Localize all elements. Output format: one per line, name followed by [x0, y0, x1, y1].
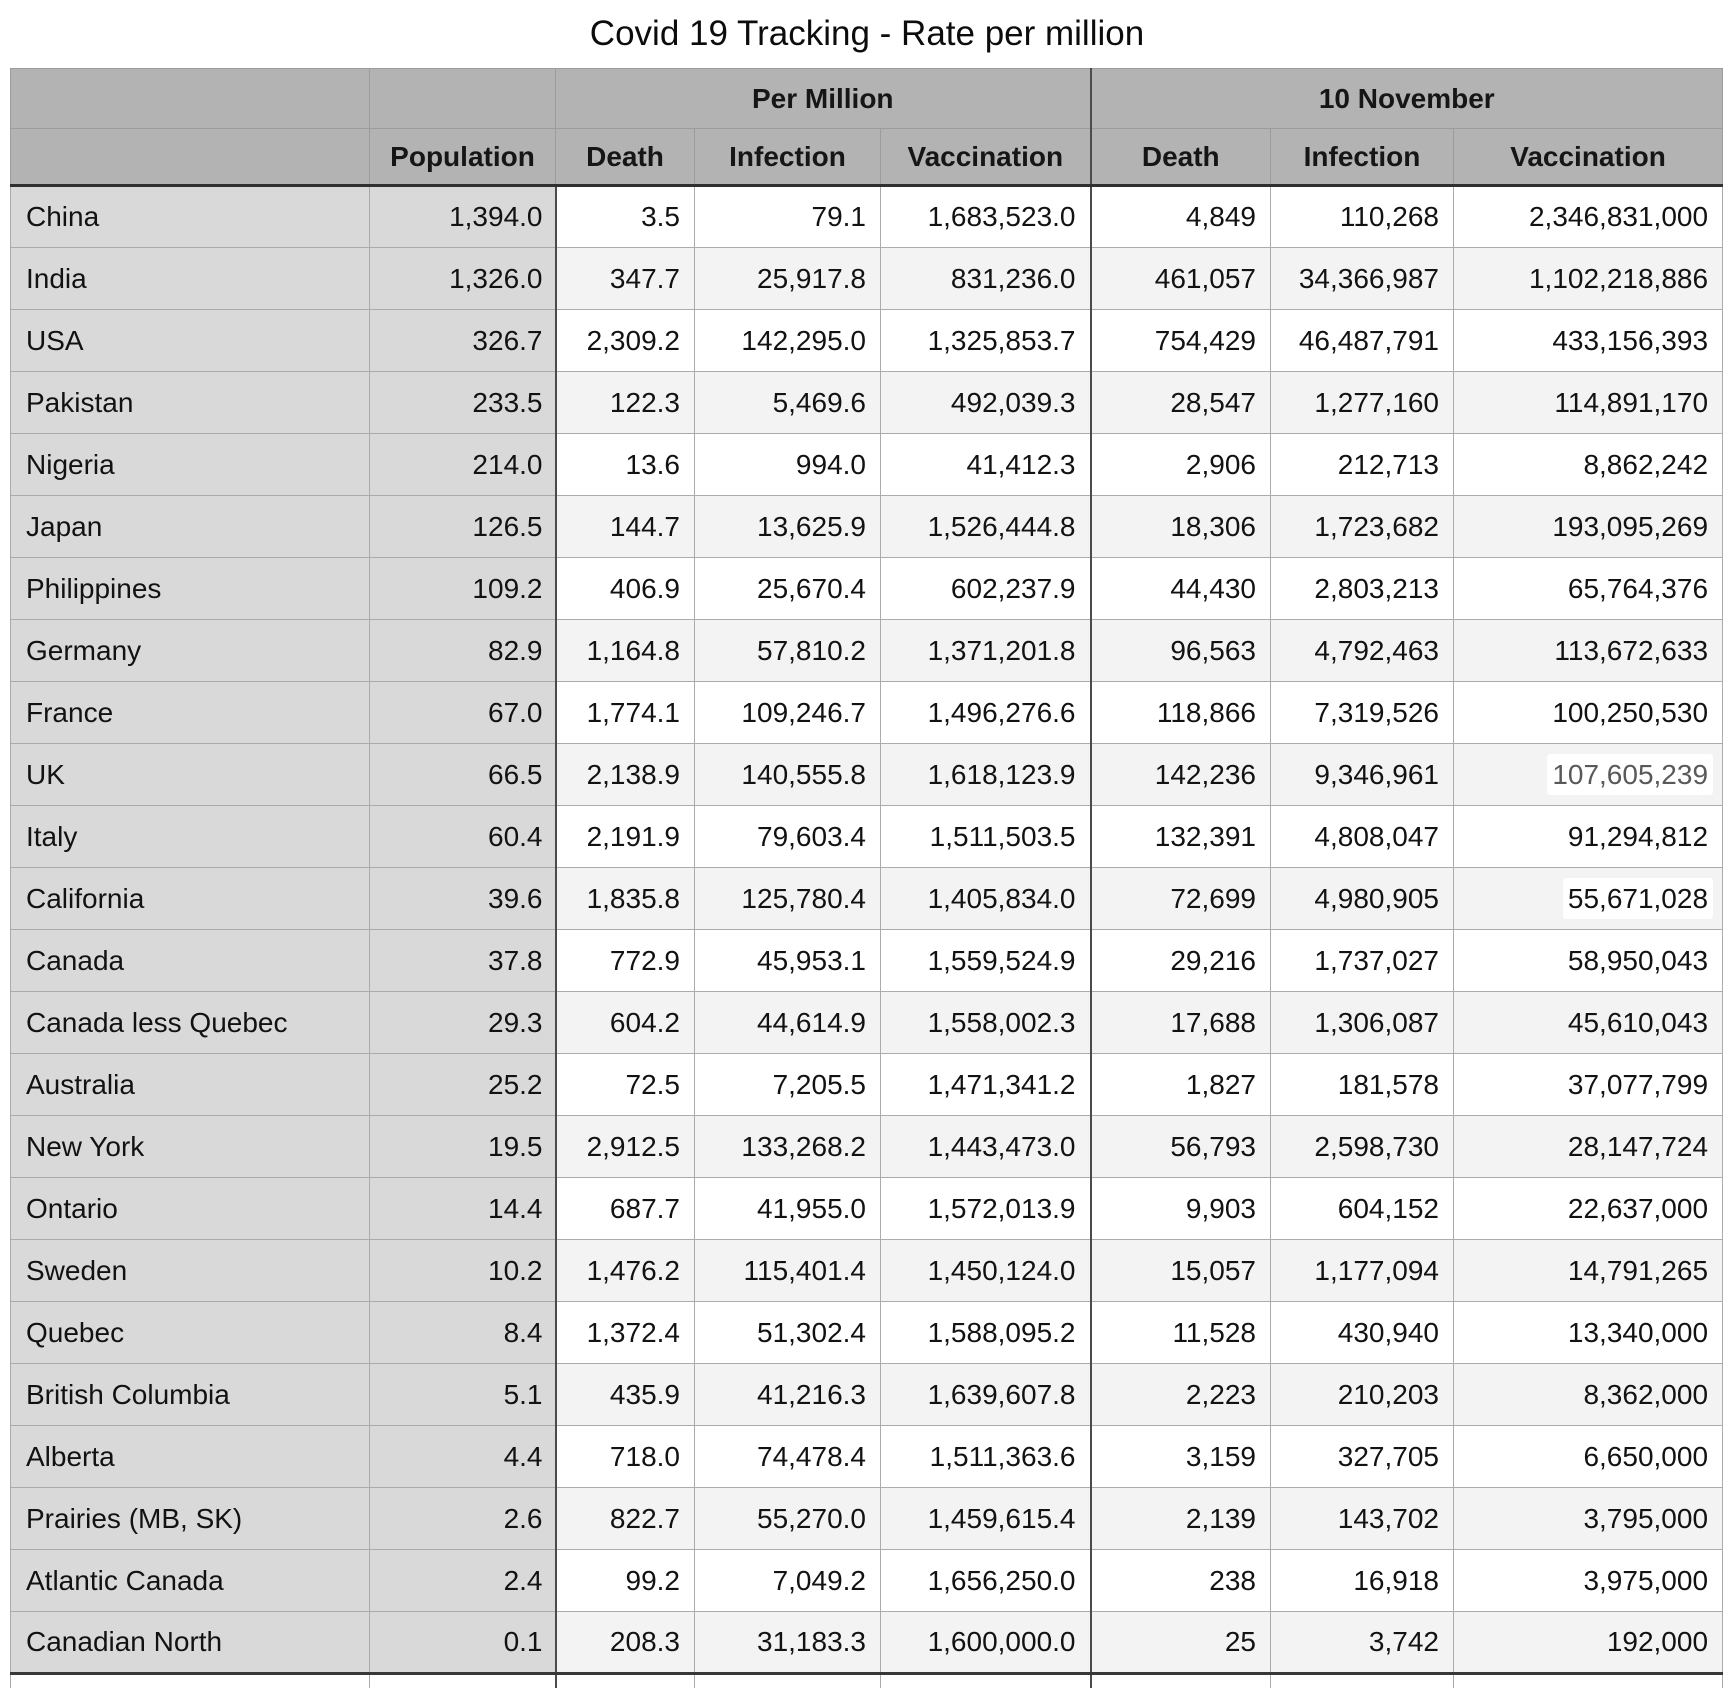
row-label[interactable]: Prairies (MB, SK): [11, 1488, 370, 1550]
per-million-death-cell[interactable]: 208.3: [556, 1612, 695, 1674]
per-million-vaccination-cell[interactable]: 602,237.9: [881, 558, 1091, 620]
november-infection-cell[interactable]: 34,366,987: [1271, 248, 1454, 310]
november-death-cell[interactable]: 2,139: [1091, 1488, 1271, 1550]
november-death-cell[interactable]: 754,429: [1091, 310, 1271, 372]
cutoff-empty-row: [11, 1674, 1723, 1688]
per-million-infection-cell[interactable]: 133,268.2: [695, 1116, 881, 1178]
row-label[interactable]: USA: [11, 310, 370, 372]
table-row: [11, 868, 1723, 930]
november-infection-cell[interactable]: 4,808,047: [1271, 806, 1454, 868]
per-million-infection-cell[interactable]: 55,270.0: [695, 1488, 881, 1550]
per-million-infection-cell[interactable]: 74,478.4: [695, 1426, 881, 1488]
table-row: [11, 1488, 1723, 1550]
per-million-infection-cell[interactable]: 140,555.8: [695, 744, 881, 806]
empty-cell[interactable]: [695, 1674, 881, 1688]
column-header-row: [11, 129, 1723, 186]
per-million-vaccination-cell[interactable]: 1,450,124.0: [881, 1240, 1091, 1302]
table-body: [11, 186, 1723, 1674]
november-infection-cell[interactable]: 1,277,160: [1271, 372, 1454, 434]
per-million-infection-cell[interactable]: 7,205.5: [695, 1054, 881, 1116]
per-million-death-cell[interactable]: 718.0: [556, 1426, 695, 1488]
per-million-infection-cell[interactable]: 25,917.8: [695, 248, 881, 310]
november-vaccination-cell[interactable]: [1454, 868, 1723, 930]
per-million-infection-cell[interactable]: 13,625.9: [695, 496, 881, 558]
header-group-per-million[interactable]: Per Million: [556, 69, 1091, 129]
november-infection-cell[interactable]: 3,742: [1271, 1612, 1454, 1674]
november-death-cell[interactable]: 2,223: [1091, 1364, 1271, 1426]
table-row: [11, 1054, 1723, 1116]
november-infection-cell[interactable]: 143,702: [1271, 1488, 1454, 1550]
per-million-death-cell[interactable]: 604.2: [556, 992, 695, 1054]
per-million-death-cell[interactable]: 347.7: [556, 248, 695, 310]
row-label[interactable]: China: [11, 186, 370, 248]
per-million-vaccination-cell[interactable]: 1,683,523.0: [881, 186, 1091, 248]
november-infection-cell[interactable]: 110,268: [1271, 186, 1454, 248]
november-infection-cell[interactable]: 212,713: [1271, 434, 1454, 496]
population-cell[interactable]: 233.5: [370, 372, 556, 434]
november-death-cell[interactable]: 18,306: [1091, 496, 1271, 558]
table-row: [11, 1550, 1723, 1612]
november-vaccination-cell[interactable]: 91,294,812: [1454, 806, 1723, 868]
row-label[interactable]: India: [11, 248, 370, 310]
november-death-cell[interactable]: 9,903: [1091, 1178, 1271, 1240]
november-vaccination-cell[interactable]: 22,637,000: [1454, 1178, 1723, 1240]
empty-cell[interactable]: [1271, 1674, 1454, 1688]
per-million-death-cell[interactable]: 2,309.2: [556, 310, 695, 372]
november-vaccination-cell[interactable]: 114,891,170: [1454, 372, 1723, 434]
edited-cell-highlight: 55,671,028: [1567, 882, 1709, 914]
per-million-infection-cell[interactable]: 44,614.9: [695, 992, 881, 1054]
table-row: [11, 744, 1723, 806]
november-death-cell[interactable]: 72,699: [1091, 868, 1271, 930]
november-vaccination-cell[interactable]: 192,000: [1454, 1612, 1723, 1674]
per-million-infection-cell[interactable]: 25,670.4: [695, 558, 881, 620]
per-million-infection-cell[interactable]: 115,401.4: [695, 1240, 881, 1302]
november-vaccination-cell[interactable]: 113,672,633: [1454, 620, 1723, 682]
population-cell[interactable]: 1,326.0: [370, 248, 556, 310]
november-vaccination-cell[interactable]: 2,346,831,000: [1454, 186, 1723, 248]
november-infection-cell[interactable]: 1,737,027: [1271, 930, 1454, 992]
row-label[interactable]: UK: [11, 744, 370, 806]
november-vaccination-cell[interactable]: 28,147,724: [1454, 1116, 1723, 1178]
covid-tracking-table: [10, 68, 1723, 1688]
november-vaccination-cell[interactable]: 433,156,393: [1454, 310, 1723, 372]
november-vaccination-cell[interactable]: 3,975,000: [1454, 1550, 1723, 1612]
per-million-vaccination-cell[interactable]: 1,443,473.0: [881, 1116, 1091, 1178]
population-cell[interactable]: 0.1: [370, 1612, 556, 1674]
november-death-cell[interactable]: 132,391: [1091, 806, 1271, 868]
per-million-death-cell[interactable]: 1,835.8: [556, 868, 695, 930]
november-infection-cell[interactable]: 1,306,087: [1271, 992, 1454, 1054]
november-infection-cell[interactable]: 327,705: [1271, 1426, 1454, 1488]
population-cell[interactable]: 66.5: [370, 744, 556, 806]
november-death-cell[interactable]: 25: [1091, 1612, 1271, 1674]
per-million-vaccination-cell[interactable]: 831,236.0: [881, 248, 1091, 310]
per-million-infection-cell[interactable]: 7,049.2: [695, 1550, 881, 1612]
per-million-vaccination-cell[interactable]: 1,511,503.5: [881, 806, 1091, 868]
table-row: [11, 930, 1723, 992]
november-death-cell[interactable]: 238: [1091, 1550, 1271, 1612]
population-cell[interactable]: 2.4: [370, 1550, 556, 1612]
per-million-vaccination-cell[interactable]: 1,496,276.6: [881, 682, 1091, 744]
per-million-infection-cell[interactable]: 41,216.3: [695, 1364, 881, 1426]
november-death-cell[interactable]: 142,236: [1091, 744, 1271, 806]
november-vaccination-cell[interactable]: 100,250,530: [1454, 682, 1723, 744]
row-label[interactable]: Japan: [11, 496, 370, 558]
empty-cell[interactable]: [1454, 1674, 1723, 1688]
population-cell[interactable]: 19.5: [370, 1116, 556, 1178]
per-million-death-cell[interactable]: 122.3: [556, 372, 695, 434]
per-million-vaccination-cell[interactable]: 41,412.3: [881, 434, 1091, 496]
population-cell[interactable]: 39.6: [370, 868, 556, 930]
per-million-infection-cell[interactable]: 5,469.6: [695, 372, 881, 434]
per-million-infection-cell[interactable]: 142,295.0: [695, 310, 881, 372]
table-row: [11, 620, 1723, 682]
per-million-death-cell[interactable]: 2,912.5: [556, 1116, 695, 1178]
per-million-vaccination-cell[interactable]: 1,371,201.8: [881, 620, 1091, 682]
per-million-death-cell[interactable]: 687.7: [556, 1178, 695, 1240]
november-death-cell[interactable]: 29,216: [1091, 930, 1271, 992]
per-million-vaccination-cell[interactable]: 1,526,444.8: [881, 496, 1091, 558]
empty-cell[interactable]: [881, 1674, 1091, 1688]
per-million-infection-cell[interactable]: 57,810.2: [695, 620, 881, 682]
row-label[interactable]: Canadian North: [11, 1612, 370, 1674]
population-cell[interactable]: 82.9: [370, 620, 556, 682]
header-blank-population[interactable]: [370, 69, 556, 129]
population-cell[interactable]: 2.6: [370, 1488, 556, 1550]
population-cell[interactable]: 10.2: [370, 1240, 556, 1302]
header-per-million-death[interactable]: Death: [556, 129, 695, 186]
per-million-death-cell[interactable]: 2,138.9: [556, 744, 695, 806]
per-million-vaccination-cell[interactable]: 1,405,834.0: [881, 868, 1091, 930]
november-vaccination-cell[interactable]: 58,950,043: [1454, 930, 1723, 992]
november-vaccination-cell[interactable]: 6,650,000: [1454, 1426, 1723, 1488]
row-label[interactable]: Germany: [11, 620, 370, 682]
table-row: [11, 1178, 1723, 1240]
november-infection-cell[interactable]: 1,723,682: [1271, 496, 1454, 558]
table-row: [11, 1240, 1723, 1302]
population-cell[interactable]: 37.8: [370, 930, 556, 992]
per-million-death-cell[interactable]: 406.9: [556, 558, 695, 620]
table-header: [11, 69, 1723, 186]
per-million-death-cell[interactable]: 1,774.1: [556, 682, 695, 744]
november-infection-cell[interactable]: 9,346,961: [1271, 744, 1454, 806]
per-million-infection-cell[interactable]: 79,603.4: [695, 806, 881, 868]
per-million-death-cell[interactable]: 2,191.9: [556, 806, 695, 868]
row-label[interactable]: California: [11, 868, 370, 930]
november-vaccination-cell[interactable]: 65,764,376: [1454, 558, 1723, 620]
per-million-vaccination-cell[interactable]: 1,325,853.7: [881, 310, 1091, 372]
header-group-10-november[interactable]: 10 November: [1091, 69, 1723, 129]
november-death-cell[interactable]: 1,827: [1091, 1054, 1271, 1116]
november-vaccination-cell[interactable]: [1454, 744, 1723, 806]
table-row: [11, 992, 1723, 1054]
per-million-vaccination-cell[interactable]: 1,618,123.9: [881, 744, 1091, 806]
population-cell[interactable]: 326.7: [370, 310, 556, 372]
per-million-vaccination-cell[interactable]: 1,600,000.0: [881, 1612, 1091, 1674]
header-population[interactable]: Population: [370, 129, 556, 186]
per-million-death-cell[interactable]: 13.6: [556, 434, 695, 496]
table-row: [11, 1426, 1723, 1488]
header-blank-corner[interactable]: [11, 69, 370, 129]
population-cell[interactable]: 60.4: [370, 806, 556, 868]
per-million-death-cell[interactable]: 822.7: [556, 1488, 695, 1550]
november-death-cell[interactable]: 4,849: [1091, 186, 1271, 248]
empty-cell[interactable]: [556, 1674, 695, 1688]
per-million-vaccination-cell[interactable]: 1,511,363.6: [881, 1426, 1091, 1488]
population-cell[interactable]: 25.2: [370, 1054, 556, 1116]
population-cell[interactable]: 29.3: [370, 992, 556, 1054]
row-label[interactable]: Italy: [11, 806, 370, 868]
empty-cell[interactable]: [1091, 1674, 1271, 1688]
november-vaccination-cell[interactable]: 3,795,000: [1454, 1488, 1723, 1550]
row-label[interactable]: France: [11, 682, 370, 744]
november-death-cell[interactable]: 17,688: [1091, 992, 1271, 1054]
per-million-infection-cell[interactable]: 51,302.4: [695, 1302, 881, 1364]
population-cell[interactable]: 1,394.0: [370, 186, 556, 248]
per-million-vaccination-cell[interactable]: 1,459,615.4: [881, 1488, 1091, 1550]
population-cell[interactable]: 4.4: [370, 1426, 556, 1488]
row-label[interactable]: Nigeria: [11, 434, 370, 496]
header-per-million-vaccination[interactable]: Vaccination: [881, 129, 1091, 186]
table-row: [11, 496, 1723, 558]
per-million-vaccination-cell[interactable]: 1,588,095.2: [881, 1302, 1091, 1364]
table-row: [11, 558, 1723, 620]
row-label[interactable]: British Columbia: [11, 1364, 370, 1426]
november-death-cell[interactable]: 461,057: [1091, 248, 1271, 310]
november-infection-cell[interactable]: 1,177,094: [1271, 1240, 1454, 1302]
per-million-death-cell[interactable]: 1,476.2: [556, 1240, 695, 1302]
november-infection-cell[interactable]: 2,598,730: [1271, 1116, 1454, 1178]
row-label[interactable]: Alberta: [11, 1426, 370, 1488]
empty-cell[interactable]: [11, 1674, 370, 1688]
per-million-infection-cell[interactable]: 109,246.7: [695, 682, 881, 744]
per-million-infection-cell[interactable]: 994.0: [695, 434, 881, 496]
empty-cell[interactable]: [370, 1674, 556, 1688]
november-death-cell[interactable]: 44,430: [1091, 558, 1271, 620]
november-vaccination-cell[interactable]: 8,862,242: [1454, 434, 1723, 496]
row-label[interactable]: Australia: [11, 1054, 370, 1116]
per-million-death-cell[interactable]: 99.2: [556, 1550, 695, 1612]
table-row: [11, 248, 1723, 310]
november-vaccination-cell[interactable]: 14,791,265: [1454, 1240, 1723, 1302]
edited-cell-highlight: 107,605,239: [1552, 758, 1709, 790]
per-million-infection-cell[interactable]: 31,183.3: [695, 1612, 881, 1674]
per-million-infection-cell[interactable]: 45,953.1: [695, 930, 881, 992]
row-label[interactable]: Canada less Quebec: [11, 992, 370, 1054]
row-label[interactable]: New York: [11, 1116, 370, 1178]
population-cell[interactable]: 214.0: [370, 434, 556, 496]
november-vaccination-cell[interactable]: 13,340,000: [1454, 1302, 1723, 1364]
november-infection-cell[interactable]: 7,319,526: [1271, 682, 1454, 744]
header-november-vaccination[interactable]: Vaccination: [1454, 129, 1723, 186]
population-cell[interactable]: 67.0: [370, 682, 556, 744]
row-label[interactable]: Atlantic Canada: [11, 1550, 370, 1612]
per-million-vaccination-cell[interactable]: 1,639,607.8: [881, 1364, 1091, 1426]
population-cell[interactable]: 8.4: [370, 1302, 556, 1364]
population-cell[interactable]: 14.4: [370, 1178, 556, 1240]
per-million-infection-cell[interactable]: 79.1: [695, 186, 881, 248]
november-infection-cell[interactable]: 4,980,905: [1271, 868, 1454, 930]
november-vaccination-cell[interactable]: 1,102,218,886: [1454, 248, 1723, 310]
november-death-cell[interactable]: 96,563: [1091, 620, 1271, 682]
row-label[interactable]: Philippines: [11, 558, 370, 620]
november-death-cell[interactable]: 56,793: [1091, 1116, 1271, 1178]
per-million-death-cell[interactable]: 1,164.8: [556, 620, 695, 682]
november-infection-cell[interactable]: 16,918: [1271, 1550, 1454, 1612]
row-label[interactable]: Quebec: [11, 1302, 370, 1364]
november-death-cell[interactable]: 3,159: [1091, 1426, 1271, 1488]
table-row: [11, 186, 1723, 248]
population-cell[interactable]: 5.1: [370, 1364, 556, 1426]
table-row: [11, 1364, 1723, 1426]
november-infection-cell[interactable]: 604,152: [1271, 1178, 1454, 1240]
november-vaccination-cell[interactable]: 193,095,269: [1454, 496, 1723, 558]
per-million-vaccination-cell[interactable]: 1,572,013.9: [881, 1178, 1091, 1240]
per-million-vaccination-cell[interactable]: 1,471,341.2: [881, 1054, 1091, 1116]
november-infection-cell[interactable]: 210,203: [1271, 1364, 1454, 1426]
november-death-cell[interactable]: 28,547: [1091, 372, 1271, 434]
row-label[interactable]: Ontario: [11, 1178, 370, 1240]
per-million-vaccination-cell[interactable]: 1,656,250.0: [881, 1550, 1091, 1612]
per-million-death-cell[interactable]: 1,372.4: [556, 1302, 695, 1364]
header-blank-row-label[interactable]: [11, 129, 370, 186]
per-million-vaccination-cell[interactable]: 1,558,002.3: [881, 992, 1091, 1054]
november-infection-cell[interactable]: 46,487,791: [1271, 310, 1454, 372]
november-vaccination-cell[interactable]: 45,610,043: [1454, 992, 1723, 1054]
table-footer: [11, 1674, 1723, 1688]
header-november-infection[interactable]: Infection: [1271, 129, 1454, 186]
table-row: [11, 1302, 1723, 1364]
population-cell[interactable]: 109.2: [370, 558, 556, 620]
table-row: [11, 1612, 1723, 1674]
per-million-death-cell[interactable]: 3.5: [556, 186, 695, 248]
november-vaccination-cell[interactable]: 37,077,799: [1454, 1054, 1723, 1116]
per-million-death-cell[interactable]: 435.9: [556, 1364, 695, 1426]
row-label[interactable]: Canada: [11, 930, 370, 992]
per-million-vaccination-cell[interactable]: 492,039.3: [881, 372, 1091, 434]
header-per-million-infection[interactable]: Infection: [695, 129, 881, 186]
table-row: [11, 310, 1723, 372]
population-cell[interactable]: 126.5: [370, 496, 556, 558]
per-million-death-cell[interactable]: 144.7: [556, 496, 695, 558]
row-label[interactable]: Pakistan: [11, 372, 370, 434]
page-title: Covid 19 Tracking - Rate per million: [589, 14, 1145, 53]
row-label[interactable]: Sweden: [11, 1240, 370, 1302]
table-row: [11, 372, 1723, 434]
november-death-cell[interactable]: 11,528: [1091, 1302, 1271, 1364]
table-row: [11, 682, 1723, 744]
november-death-cell[interactable]: 2,906: [1091, 434, 1271, 496]
per-million-death-cell[interactable]: 72.5: [556, 1054, 695, 1116]
group-header-row: [11, 69, 1723, 129]
header-november-death[interactable]: Death: [1091, 129, 1271, 186]
per-million-vaccination-cell[interactable]: 1,559,524.9: [881, 930, 1091, 992]
per-million-death-cell[interactable]: 772.9: [556, 930, 695, 992]
table-row: [11, 1116, 1723, 1178]
november-death-cell[interactable]: 118,866: [1091, 682, 1271, 744]
november-infection-cell[interactable]: 181,578: [1271, 1054, 1454, 1116]
november-infection-cell[interactable]: 430,940: [1271, 1302, 1454, 1364]
per-million-infection-cell[interactable]: 125,780.4: [695, 868, 881, 930]
november-infection-cell[interactable]: 4,792,463: [1271, 620, 1454, 682]
table-row: [11, 806, 1723, 868]
per-million-infection-cell[interactable]: 41,955.0: [695, 1178, 881, 1240]
november-death-cell[interactable]: 15,057: [1091, 1240, 1271, 1302]
table-row: [11, 434, 1723, 496]
november-infection-cell[interactable]: 2,803,213: [1271, 558, 1454, 620]
november-vaccination-cell[interactable]: 8,362,000: [1454, 1364, 1723, 1426]
